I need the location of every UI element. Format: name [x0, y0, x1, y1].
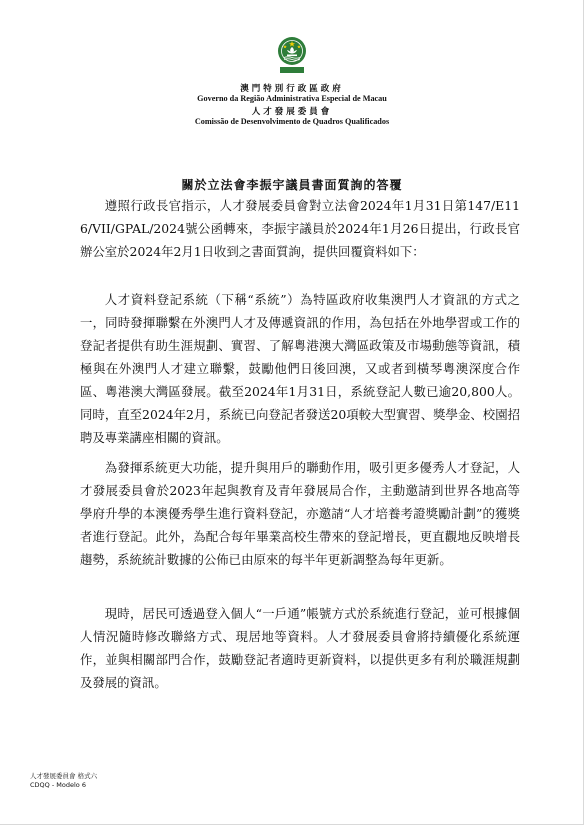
paragraph-system-overview: 人才資料登記系統（下稱“系統”）為特區政府收集澳門人才資訊的方式之一，同時發揮聯繫在外澳門人才及傳遞資訊的作用，為包括在外地學習或工作的登記者提供有助生涯規劃、實習、了解粵港澳大灣區政策及市場動態等資訊，積極與在外澳門人才建立聯繫，鼓勵他們日後回澳，又或者到橫琴粵澳深度合作區、粵港澳大灣區發展。截至2024年1月31日，系統登記人數已逾20,800人。同時，直至2024年2月，系統已向登記者發送20項較大型實習、獎學金、校園招聘及專業講座相關的資訊。: [80, 292, 520, 445]
paragraph-system-enhancement: 為發揮系統更大功能，提升與用戶的聯動作用，吸引更多優秀人才登記，人才發展委員會於2023年起與教育及青年發展局合作，主動邀請到世界各地高等學府升學的本澳優秀學生進行資料登記，亦邀請“人才培養考證獎勵計劃”的獲獎者進行登記。此外，為配合每年畢業高校生帶來的登記增長，更直觀地反映增長趨勢，系統統計數據的公佈已由原來的每半年更新調整為每年更新。: [80, 460, 520, 567]
government-name-zh: 澳門特別行政區政府: [240, 84, 344, 94]
macau-sar-emblem-icon: [275, 36, 309, 76]
paragraph-intro: 遵照行政長官指示，人才發展委員會對立法會2024年1月31日第147/E116/VII/GPAL/2024號公函轉來，李振宇議員於2024年1月26日提出，行政長官辦公室於2024年2月1日收到之書面質詢，提供回覆資料如下：: [80, 198, 520, 259]
government-name-pt: Governo da Região Administrativa Especial de Macau: [197, 94, 387, 103]
commission-name-pt: Comissão de Desenvolvimento de Quadros Qualificados: [194, 117, 390, 126]
paragraph-registration-method: 現時，居民可透過登入個人“一戶通”帳號方式於系統進行登記，並可根據個人情況隨時修改聯絡方式、現居地等資料。人才發展委員會將持續優化系統運作，並與相關部門合作，鼓勵登記者適時更新資料，以提供更多有利於職涯規劃及發展的資訊。: [80, 606, 520, 690]
document-title: 關於立法會李振宇議員書面質詢的答覆: [181, 178, 403, 192]
commission-name-zh: 人才發展委員會: [251, 107, 333, 117]
footer-form-label-pt: CDQQ - Modelo 6: [30, 781, 86, 789]
footer-form-label-zh: 人才發展委員會 格式六: [30, 772, 98, 780]
